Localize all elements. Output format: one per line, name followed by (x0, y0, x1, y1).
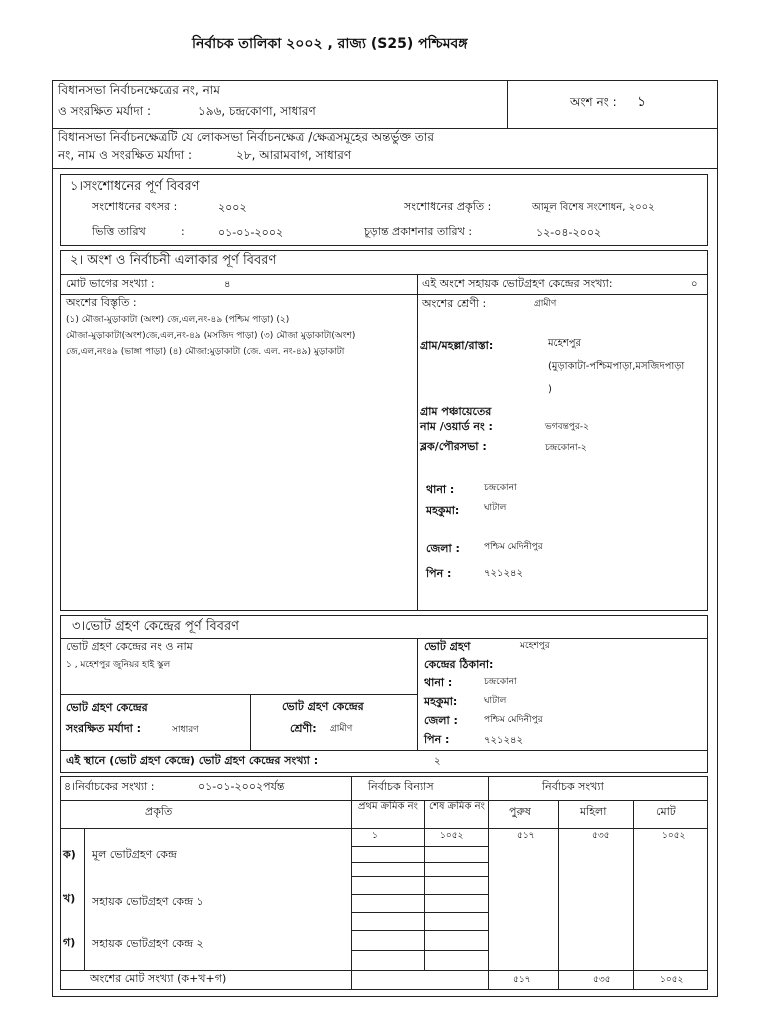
ps-subdivision-value: ঘাটাল (484, 696, 507, 706)
part-number-label: অংশ নং : (570, 95, 617, 109)
ps-address-value: মহেশপুর (520, 641, 550, 651)
row-ka-last: ১০৫২ (440, 831, 464, 841)
row-kha-mark: খ) (63, 892, 76, 905)
section-category-value: গ্রামীণ (534, 299, 557, 309)
ps-thana-value: চন্দ্রকোনা (484, 677, 517, 687)
ps-reserved-value: সাধারণ (172, 725, 199, 735)
polling-station-no-name-label: ভোট গ্রহণ কেন্দ্রের নং ও নাম (66, 640, 193, 653)
ps-subdivision-label: মহকুমা: (424, 695, 458, 708)
total-row-female: ৫৩৫ (593, 975, 611, 985)
extent-line-1: (১) মৌজা-মুড়াকাটা (অংশ) জে,এল,নং-৪৯ (পশ্চিম পাড়া) (২) (66, 315, 290, 325)
row-ka-label: মূল ভোটগ্রহণ কেন্দ্র (92, 848, 177, 861)
thana-label: থানা : (426, 483, 455, 496)
gram-panchayat-value: ভগবন্তপুর-২ (545, 422, 589, 432)
ward-label: নাম /ওয়ার্ড নং : (420, 420, 493, 433)
section2-box (60, 250, 708, 611)
row-ga-mark: গ) (63, 936, 76, 949)
polling-station-no-name-value: ১ , মহেশপুর জুনিয়র হাই স্কুল (66, 660, 171, 670)
ps-district-value: পশ্চিম মেদিনীপুর (484, 715, 543, 725)
ps-district-label: জেলা : (424, 714, 458, 727)
ps-type-label-1: ভোট গ্রহণ কেন্দ্রের (282, 700, 364, 713)
elector-arrangement-header: নির্বাচক বিন্যাস (368, 780, 434, 793)
subdivision-label: মহকুমা: (426, 504, 460, 517)
total-sections-label: মোট ভাগের সংখ্যা : (66, 277, 155, 290)
ps-type-label-2: শ্রেণী: (290, 722, 317, 735)
district-label: জেলা : (426, 542, 460, 555)
total-row-male: ৫১৭ (513, 975, 531, 985)
extent-line-3: জে,এল,নং৪৯ (ভাঙ্গা পাড়া) (৪) মৌজা:মুড়াকাটা (জে. এল. নং-৪৯) মুড়াকাটা (66, 347, 345, 357)
ps-pin-label: পিন : (424, 733, 450, 746)
base-date-colon: : (181, 225, 185, 238)
assembly-label: বিধানসভা নির্বাচনক্ষেত্রের নং, নাম (58, 83, 220, 97)
revision-nature-value: আমূল বিশেষ সংশোধন, ২০০২ (532, 202, 655, 213)
parliamentary-label: বিধানসভা নির্বাচনক্ষেত্রটি যে লোকসভা নির্বাচনক্ষেত্র /ক্ষেত্রসমূহের অন্তর্ভুক্ত তার (58, 130, 434, 144)
village-value-2: (মুড়াকাটা-পশ্চিমপাড়া,মসজিদপাড়া (548, 361, 685, 372)
revision-year-value: ২০০২ (218, 201, 247, 214)
electors-count-label: ৪।নির্বাচকের সংখ্যা : (64, 780, 155, 793)
total-row-label: অংশের মোট সংখ্যা (ক+খ+গ) (90, 972, 227, 985)
row-ka-first: ১ (372, 831, 378, 841)
district-value: পশ্চিম মেদিনীপুর (484, 542, 543, 552)
row-kha-label: সহায়ক ভোটগ্রহণ কেন্দ্র ১ (92, 895, 204, 908)
ps-address-label-2: কেন্দ্রের ঠিকানা: (424, 658, 494, 671)
row-ka-female: ৫৩৫ (592, 831, 610, 841)
col-male-header: পুরুষ (509, 805, 531, 818)
pin-value: ৭২১২৪২ (484, 568, 523, 579)
ps-type-value: গ্রামীণ (330, 724, 353, 734)
revision-year-label: সংশোধনের বৎসর : (92, 200, 178, 213)
ps-thana-label: থানা : (424, 676, 453, 689)
section1-heading: ১।সংশোধনের পূর্ণ বিবরণ (70, 179, 200, 194)
subdivision-value: ঘাটাল (484, 503, 507, 513)
final-publication-value: ১২-০৪-২০০২ (536, 226, 602, 239)
ps-reserved-label-1: ভোট গ্রহণ কেন্দ্রের (66, 701, 148, 714)
thana-value: চন্দ্রকোনা (484, 483, 517, 493)
village-value-3: ) (548, 384, 552, 395)
assembly-value: ১৯৬, চন্দ্রকোণা, সাধারণ (198, 104, 316, 118)
parliamentary-reserved-label: নং, নাম ও সংরক্ষিত মর্যাদা : (58, 148, 193, 162)
base-date-value: ০১-০১-২০০২ (218, 226, 284, 239)
extent-label: অংশের বিস্তৃতি : (66, 296, 137, 309)
total-row-total: ১০৫২ (660, 975, 684, 985)
part-number-value: ১ (637, 94, 647, 110)
row-ka-total: ১০৫২ (662, 831, 686, 841)
section3-heading: ৩।ভোট গ্রহণ কেন্দ্রের পূর্ণ বিবরণ (72, 619, 240, 634)
ps-count-label: এই স্থানে (ভোট গ্রহণ কেন্দ্রে) ভোট গ্রহণ কেন্দ্রের সংখ্যা : (66, 754, 319, 767)
ps-pin-value: ৭২১২৪২ (484, 735, 523, 746)
aux-stations-label: এই অংশে সহায়ক ভোটগ্রহণ কেন্দ্রের সংখ্যা: (422, 277, 613, 290)
col-first-serial-header: প্রথম ক্রমিক নং (358, 801, 418, 812)
row-ga-label: সহায়ক ভোটগ্রহণ কেন্দ্র ২ (92, 937, 204, 950)
page-title: নির্বাচক তালিকা ২০০২ , রাজ্য (S25) পশ্চিমবঙ্গ (192, 36, 468, 52)
base-date-label: ভিত্তি তারিখ (92, 225, 146, 238)
section-category-label: অংশের শ্রেণী : (422, 297, 487, 310)
ps-reserved-label-2: সংরক্ষিত মর্যাদা : (66, 722, 142, 735)
row-ka-male: ৫১৭ (517, 831, 535, 841)
ps-count-value: ২ (434, 756, 441, 767)
final-publication-label: চূড়ান্ত প্রকাশনার তারিখ : (364, 225, 473, 238)
col-last-serial-header: শেষ ক্রমিক নং (429, 801, 485, 812)
revision-nature-label: সংশোধনের প্রকৃতি : (404, 200, 492, 213)
parliamentary-value: ২৮, আরামবাগ, সাধারণ (236, 148, 352, 162)
gram-panchayat-label: গ্রাম পঞ্চায়েতের (420, 405, 492, 418)
aux-stations-value: ০ (691, 279, 698, 290)
ps-address-label-1: ভোট গ্রহণ (424, 640, 471, 653)
elector-count-header: নির্বাচক সংখ্যা (542, 780, 604, 793)
col-nature-header: প্রকৃতি (145, 805, 173, 818)
pin-label: পিন : (426, 567, 452, 580)
col-female-header: মহিলা (580, 805, 607, 818)
section2-heading: ২। অংশ ও নির্বাচনী এলাকার পূর্ণ বিবরণ (70, 253, 277, 268)
village-label: গ্রাম/মহল্লা/রাস্তা: (420, 339, 494, 352)
assembly-reserved-label: ও সংরক্ষিত মর্যাদা : (58, 104, 152, 118)
village-value-1: মহেশপুর (548, 338, 582, 349)
row-ka-mark: ক) (63, 848, 76, 861)
extent-line-2: মৌজা-মুড়াকাটা(অংশ)জে,এল,নং-৪৯ (মসজিদ পাড়া) (৩) মৌজা মুড়াকাটা(অংশ) (66, 331, 356, 341)
block-label: ব্লক/পৌরসভা : (420, 440, 487, 453)
block-value: চন্দ্রকোনা-২ (545, 443, 587, 453)
col-total-header: মোট (656, 805, 676, 818)
electors-count-date: ০১-০১-২০০২পর্যন্ত (198, 780, 285, 793)
total-sections-value: ৪ (224, 279, 231, 290)
